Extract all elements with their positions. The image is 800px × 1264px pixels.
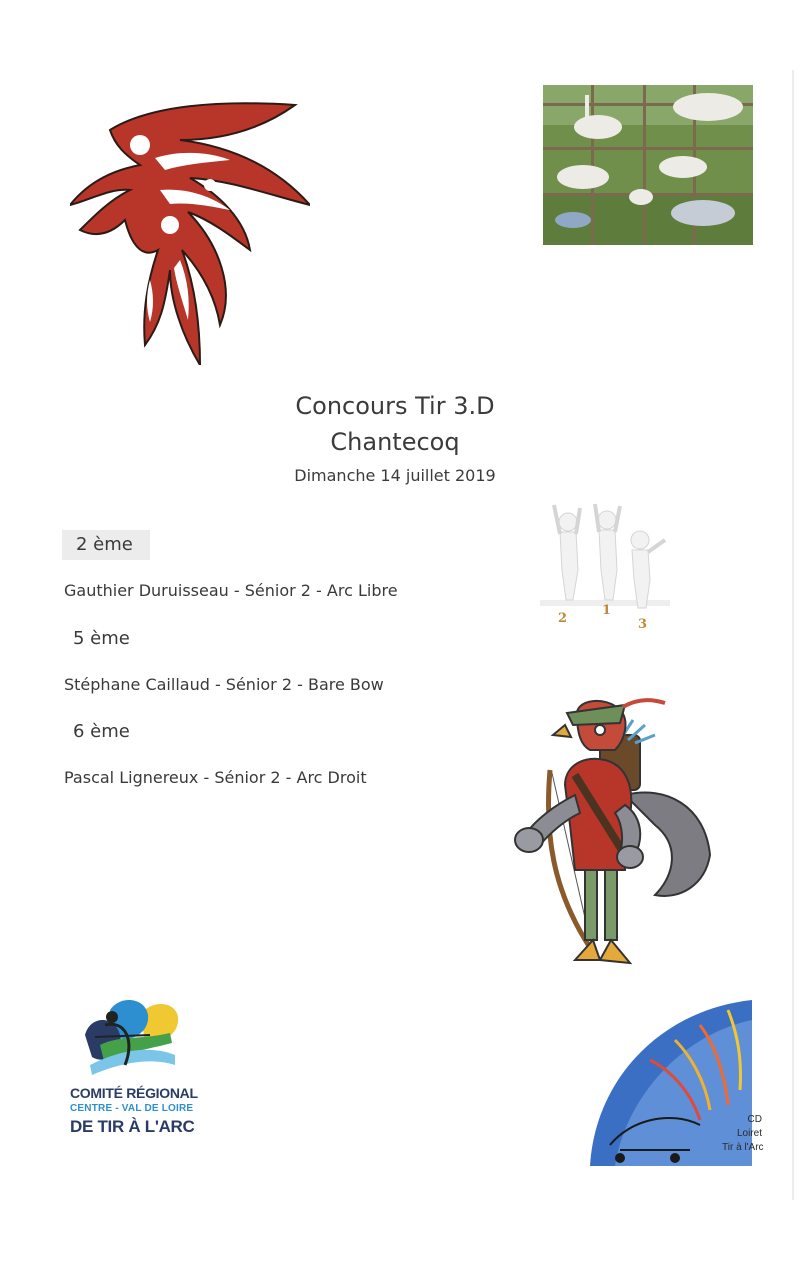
result-entry-2: Stéphane Caillaud - Sénior 2 - Bare Bow [64,675,384,694]
rank-heading-2: 5 ème [73,628,130,649]
page-edge [792,70,794,1200]
rank-heading-1: 2 ème [62,530,150,560]
podium-illustration [540,500,670,630]
result-entry-3: Pascal Lignereux - Sénior 2 - Arc Droit [64,768,367,787]
title-block [240,388,550,490]
page-subtitle: Chantecoq [330,428,460,456]
rank-heading-3: 6 ème [73,721,130,742]
cd-line2: Loiret [736,1128,762,1139]
cd-loiret-text [722,1113,762,1155]
tribal-phoenix-logo [70,100,310,365]
comite-line1: COMITÉ RÉGIONAL [70,1085,198,1101]
3d-targets-photo [543,85,753,245]
comite-line2: CENTRE - VAL DE LOIRE [70,1103,194,1114]
podium-label-1: 1 [602,603,612,618]
comite-regional-logo [70,995,200,1165]
podium-label-2: 2 [558,611,568,626]
page-title: Concours Tir 3.D [295,392,495,420]
event-date: Dimanche 14 juillet 2019 [294,466,496,485]
podium-label-3: 3 [638,617,648,630]
rooster-archer-mascot [505,695,715,995]
comite-line3: DE TIR À L'ARC [70,1117,195,1136]
result-entry-1: Gauthier Duruisseau - Sénior 2 - Arc Libre [64,581,398,600]
cd-line3: Tir à l'Arc [722,1142,764,1153]
archer-emblem-icon [80,995,180,1077]
cd-line1: CD [747,1114,762,1125]
